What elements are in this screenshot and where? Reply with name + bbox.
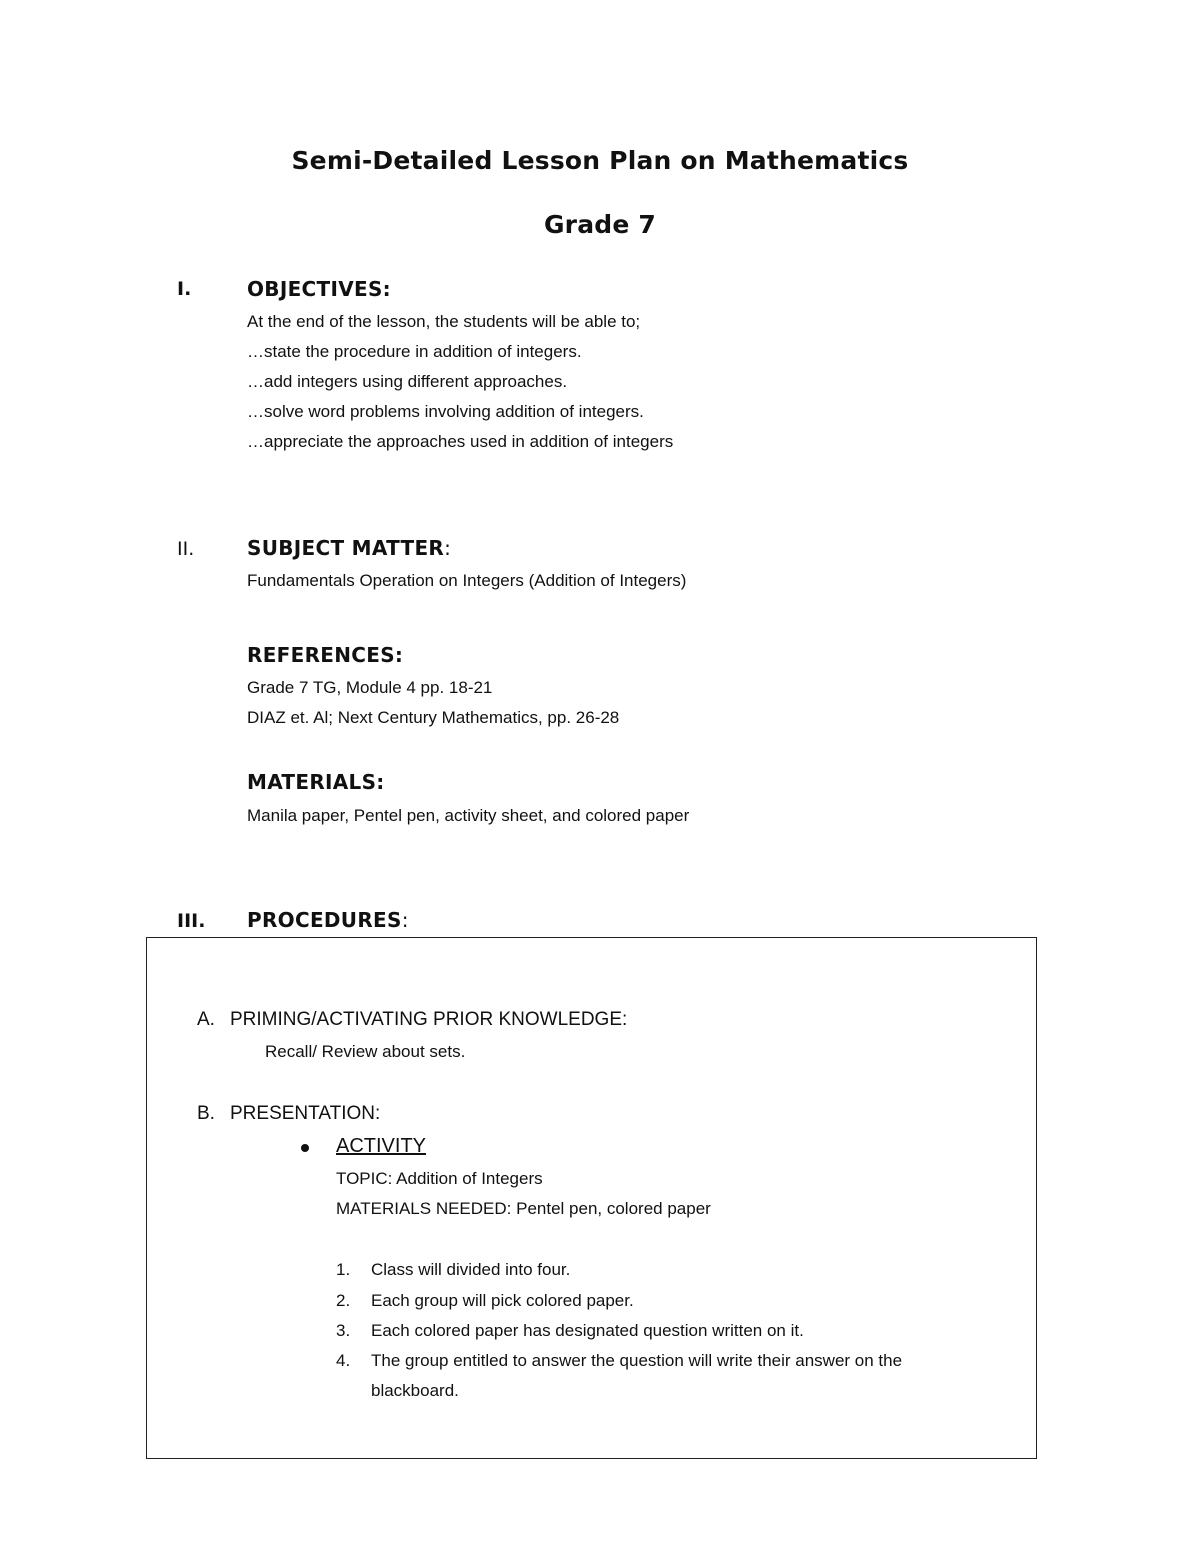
step-text: Class will divided into four. <box>371 1260 571 1279</box>
references-heading: REFERENCES: <box>247 643 404 667</box>
step-number: 4. <box>336 1351 351 1370</box>
reference-item: Grade 7 TG, Module 4 pp. 18-21 <box>247 678 493 697</box>
objective-item: …add integers using different approaches. <box>247 372 568 391</box>
step-text-continued: blackboard. <box>371 1381 459 1400</box>
step-number: 3. <box>336 1321 351 1340</box>
reference-item: DIAZ et. Al; Next Century Mathematics, pp. 26-28 <box>247 708 620 727</box>
step-text: Each group will pick colored paper. <box>371 1291 634 1310</box>
activity-materials: MATERIALS NEEDED: Pentel pen, colored paper <box>336 1199 711 1218</box>
grade-heading: Grade 7 <box>543 210 657 239</box>
section-numeral-i: I. <box>177 278 192 300</box>
presentation-label: PRESENTATION: <box>230 1103 381 1124</box>
objectives-intro: At the end of the lesson, the students will be able to; <box>247 312 641 331</box>
objective-item: …state the procedure in addition of integers. <box>247 342 582 361</box>
item-letter-b: B. <box>197 1103 215 1124</box>
step-number: 2. <box>336 1291 351 1310</box>
step-text: Each colored paper has designated question written on it. <box>371 1321 804 1340</box>
objective-item: …appreciate the approaches used in addition of integers <box>247 432 674 451</box>
procedures-heading: PROCEDURES: <box>247 908 409 932</box>
subject-matter-heading: SUBJECT MATTER: <box>247 536 452 560</box>
materials-heading: MATERIALS: <box>247 770 385 794</box>
bullet-icon <box>301 1144 309 1152</box>
objective-item: …solve word problems involving addition of integers. <box>247 402 644 421</box>
item-letter-a: A. <box>197 1009 215 1030</box>
objectives-heading: OBJECTIVES: <box>247 277 391 301</box>
step-text: The group entitled to answer the question will write their answer on the <box>371 1351 903 1370</box>
activity-label: ACTIVITY <box>336 1135 427 1157</box>
priming-label: PRIMING/ACTIVATING PRIOR KNOWLEDGE: <box>230 1009 628 1030</box>
section-numeral-ii: II. <box>177 538 195 560</box>
page-title: Semi-Detailed Lesson Plan on Mathematics <box>291 146 909 175</box>
step-number: 1. <box>336 1260 351 1279</box>
subject-matter-text: Fundamentals Operation on Integers (Addition of Integers) <box>247 571 687 590</box>
section-numeral-iii: III. <box>177 910 206 932</box>
materials-text: Manila paper, Pentel pen, activity sheet, and colored paper <box>247 806 690 825</box>
activity-topic: TOPIC: Addition of Integers <box>336 1169 543 1188</box>
priming-text: Recall/ Review about sets. <box>265 1042 466 1061</box>
